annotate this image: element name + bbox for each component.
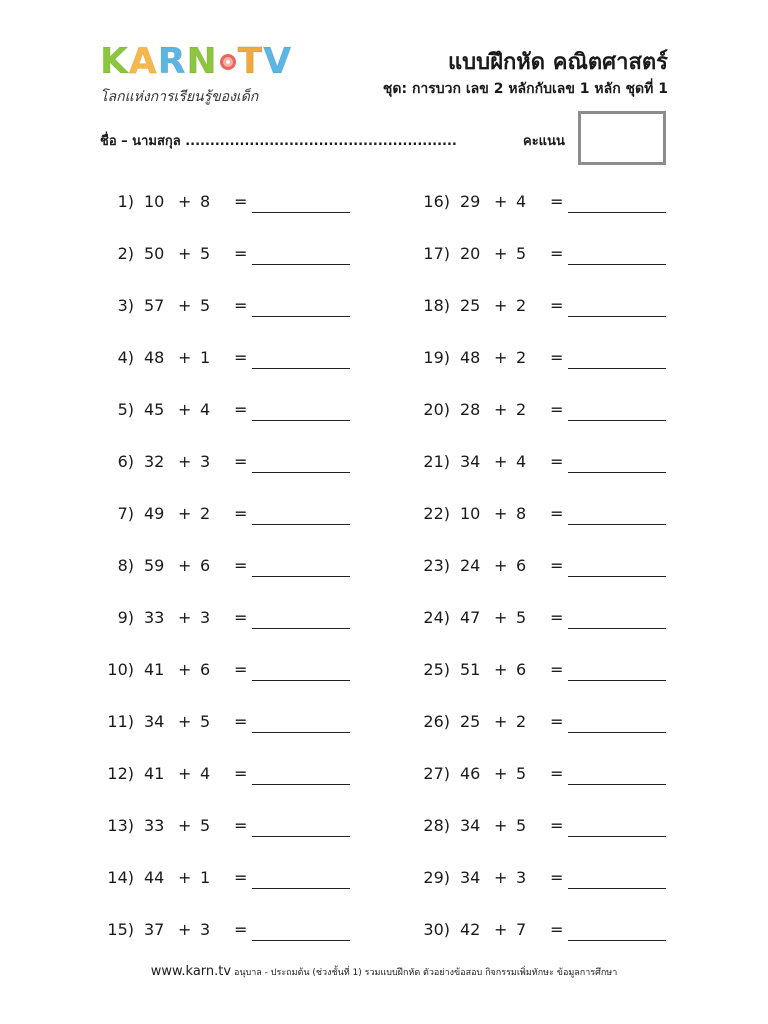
logo-letter: T	[237, 41, 264, 82]
problem-operand-a: 41	[144, 660, 165, 679]
problem-operand-a: 20	[460, 244, 481, 263]
answer-line[interactable]	[252, 784, 350, 785]
problem-operand-a: 37	[144, 920, 165, 939]
problem-operand-a: 25	[460, 712, 481, 731]
answer-line[interactable]	[568, 316, 666, 317]
problem-number: 28)	[423, 816, 450, 835]
problem-number: 11)	[107, 712, 134, 731]
problem-operand-a: 57	[144, 296, 165, 315]
answer-line[interactable]	[252, 368, 350, 369]
problem-row	[96, 340, 356, 392]
problem-operator: +	[178, 192, 192, 211]
answer-line[interactable]	[568, 576, 666, 577]
problem-number: 23)	[423, 556, 450, 575]
logo-letter: R	[157, 41, 187, 82]
problem-number: 2)	[117, 244, 134, 263]
problem-row	[96, 548, 356, 600]
problem-operand-b: 2	[516, 712, 527, 731]
problem-operator: +	[494, 556, 508, 575]
answer-line[interactable]	[252, 472, 350, 473]
problem-equals: =	[234, 192, 248, 211]
problem-operator: +	[494, 452, 508, 471]
problem-operand-b: 5	[516, 816, 527, 835]
problem-row	[412, 236, 672, 288]
problem-operator: +	[178, 920, 192, 939]
problem-row	[412, 860, 672, 912]
problem-equals: =	[550, 556, 564, 575]
problem-number: 10)	[107, 660, 134, 679]
problem-operand-a: 34	[460, 452, 481, 471]
problem-operator: +	[494, 244, 508, 263]
problem-row	[412, 912, 672, 964]
problem-row	[96, 236, 356, 288]
problem-operator: +	[178, 712, 192, 731]
answer-line[interactable]	[568, 628, 666, 629]
problem-equals: =	[234, 608, 248, 627]
problem-equals: =	[234, 452, 248, 471]
problem-operator: +	[178, 608, 192, 627]
problem-number: 14)	[107, 868, 134, 887]
problem-equals: =	[550, 504, 564, 523]
problem-operator: +	[178, 816, 192, 835]
problem-equals: =	[550, 192, 564, 211]
problem-operand-a: 10	[460, 504, 481, 523]
problem-operator: +	[494, 712, 508, 731]
problem-equals: =	[550, 400, 564, 419]
problem-operand-b: 4	[516, 452, 527, 471]
problem-operator: +	[178, 348, 192, 367]
problem-operand-a: 50	[144, 244, 165, 263]
problem-operand-a: 24	[460, 556, 481, 575]
problem-operand-b: 3	[200, 608, 211, 627]
answer-line[interactable]	[568, 940, 666, 941]
score-label: คะแนน	[523, 134, 565, 149]
problem-number: 18)	[423, 296, 450, 315]
worksheet-title: แบบฝึกหัด คณิตศาสตร์	[447, 50, 668, 75]
problem-operand-b: 4	[200, 764, 211, 783]
problem-row	[96, 184, 356, 236]
problem-number: 4)	[117, 348, 134, 367]
problem-operand-b: 1	[200, 868, 211, 887]
problem-operand-b: 5	[516, 764, 527, 783]
score-box	[578, 111, 666, 165]
logo-letter: A	[128, 41, 158, 82]
problem-operand-a: 48	[460, 348, 481, 367]
problem-operator: +	[494, 400, 508, 419]
problem-number: 6)	[117, 452, 134, 471]
problem-number: 5)	[117, 400, 134, 419]
problem-operand-b: 6	[200, 660, 211, 679]
problem-operand-a: 42	[460, 920, 481, 939]
problem-operand-a: 49	[144, 504, 165, 523]
problem-operand-a: 29	[460, 192, 481, 211]
problem-number: 15)	[107, 920, 134, 939]
answer-line[interactable]	[568, 472, 666, 473]
problem-number: 30)	[423, 920, 450, 939]
problem-equals: =	[550, 608, 564, 627]
problem-operator: +	[178, 660, 192, 679]
problem-operator: +	[494, 868, 508, 887]
answer-line[interactable]	[568, 420, 666, 421]
answer-line[interactable]	[252, 316, 350, 317]
problem-operand-a: 34	[144, 712, 165, 731]
problem-operator: +	[494, 660, 508, 679]
problem-number: 19)	[423, 348, 450, 367]
problem-number: 8)	[117, 556, 134, 575]
problem-equals: =	[234, 504, 248, 523]
problem-operand-a: 51	[460, 660, 481, 679]
logo-letter: K	[100, 41, 129, 82]
karn-tv-logo	[100, 42, 300, 112]
answer-line[interactable]	[252, 212, 350, 213]
problem-operand-a: 41	[144, 764, 165, 783]
problem-row	[412, 288, 672, 340]
answer-line[interactable]	[252, 940, 350, 941]
problem-number: 9)	[117, 608, 134, 627]
problem-operand-b: 5	[516, 244, 527, 263]
problem-operand-b: 5	[200, 816, 211, 835]
problem-row	[412, 600, 672, 652]
problem-equals: =	[234, 920, 248, 939]
problem-row	[412, 496, 672, 548]
problem-operand-b: 5	[200, 244, 211, 263]
problem-operand-b: 6	[516, 660, 527, 679]
answer-line[interactable]	[252, 628, 350, 629]
problem-equals: =	[550, 816, 564, 835]
problem-number: 22)	[423, 504, 450, 523]
worksheet-subtitle: ชุด: การบวก เลข 2 หลักกับเลข 1 หลัก ชุดที่ 1	[382, 81, 668, 97]
problem-operand-b: 4	[200, 400, 211, 419]
problem-equals: =	[234, 556, 248, 575]
footer-site-link: www.karn.tv	[150, 964, 232, 979]
problem-row	[96, 652, 356, 704]
problem-operator: +	[494, 764, 508, 783]
problem-equals: =	[550, 712, 564, 731]
problem-operand-b: 6	[516, 556, 527, 575]
problem-operand-b: 4	[516, 192, 527, 211]
answer-line[interactable]	[252, 732, 350, 733]
problem-row	[96, 704, 356, 756]
problem-operand-b: 3	[200, 920, 211, 939]
problem-row	[96, 496, 356, 548]
problem-operator: +	[494, 608, 508, 627]
problem-row	[412, 340, 672, 392]
problem-number: 1)	[117, 192, 134, 211]
problem-operand-b: 1	[200, 348, 211, 367]
problem-operand-b: 7	[516, 920, 527, 939]
answer-line[interactable]	[568, 524, 666, 525]
problem-operand-a: 59	[144, 556, 165, 575]
problem-row	[412, 808, 672, 860]
answer-line[interactable]	[568, 680, 666, 681]
answer-line[interactable]	[252, 524, 350, 525]
problem-operator: +	[494, 920, 508, 939]
answer-line[interactable]	[252, 680, 350, 681]
problem-operand-b: 2	[516, 296, 527, 315]
problem-number: 3)	[117, 296, 134, 315]
problem-equals: =	[550, 452, 564, 471]
problem-operator: +	[178, 868, 192, 887]
problem-operand-a: 34	[460, 816, 481, 835]
footer-text: อนุบาล - ประถมต้น (ช่วงชั้นที่ 1) รวมแบบฝึกหัด ตัวอย่างข้อสอบ กิจกรรมเพิ่มทักษะ ข้อมูลการศึกษา	[233, 968, 618, 978]
problem-column-right	[412, 184, 672, 964]
problem-number: 21)	[423, 452, 450, 471]
problem-operand-a: 33	[144, 608, 165, 627]
answer-line[interactable]	[568, 212, 666, 213]
answer-line[interactable]	[568, 732, 666, 733]
problem-operator: +	[178, 556, 192, 575]
problem-row	[412, 548, 672, 600]
logo-letter: V	[263, 41, 293, 82]
problem-equals: =	[550, 660, 564, 679]
problem-equals: =	[234, 712, 248, 731]
problem-operator: +	[494, 504, 508, 523]
problem-operand-b: 8	[516, 504, 527, 523]
problem-operator: +	[178, 244, 192, 263]
problem-row	[96, 392, 356, 444]
problem-row	[96, 808, 356, 860]
problem-operand-b: 3	[200, 452, 211, 471]
problem-operand-b: 5	[200, 712, 211, 731]
problem-operator: +	[178, 452, 192, 471]
problem-row	[412, 444, 672, 496]
problem-row	[96, 756, 356, 808]
problem-equals: =	[550, 868, 564, 887]
problem-number: 16)	[423, 192, 450, 211]
problem-number: 29)	[423, 868, 450, 887]
problem-operator: +	[178, 504, 192, 523]
problem-operand-a: 45	[144, 400, 165, 419]
answer-line[interactable]	[568, 368, 666, 369]
problem-operator: +	[494, 296, 508, 315]
problem-operand-a: 47	[460, 608, 481, 627]
problem-number: 17)	[423, 244, 450, 263]
problem-equals: =	[234, 400, 248, 419]
lollipop-icon	[220, 54, 236, 70]
problem-operand-b: 3	[516, 868, 527, 887]
problem-equals: =	[550, 296, 564, 315]
problem-row	[96, 912, 356, 964]
problem-operator: +	[494, 816, 508, 835]
problem-row	[412, 652, 672, 704]
problem-column-left	[96, 184, 356, 964]
problem-equals: =	[234, 868, 248, 887]
problem-operand-b: 2	[516, 400, 527, 419]
problem-operand-b: 5	[516, 608, 527, 627]
problem-equals: =	[550, 920, 564, 939]
problem-row	[96, 600, 356, 652]
logo-letter: N	[186, 41, 218, 82]
problem-equals: =	[550, 348, 564, 367]
problem-number: 26)	[423, 712, 450, 731]
problem-operand-a: 34	[460, 868, 481, 887]
problem-number: 20)	[423, 400, 450, 419]
problem-operand-a: 48	[144, 348, 165, 367]
problem-operand-b: 8	[200, 192, 211, 211]
problem-number: 13)	[107, 816, 134, 835]
problem-operand-a: 46	[460, 764, 481, 783]
answer-line[interactable]	[252, 576, 350, 577]
logo-tagline: โลกแห่งการเรียนรู้ของเด็ก	[100, 89, 259, 105]
student-name-field: ชื่อ – นามสกุล .......................................................	[100, 134, 457, 149]
problem-operand-a: 28	[460, 400, 481, 419]
problem-operand-b: 5	[200, 296, 211, 315]
problem-equals: =	[234, 244, 248, 263]
answer-line[interactable]	[568, 888, 666, 889]
problem-equals: =	[234, 816, 248, 835]
answer-line[interactable]	[252, 888, 350, 889]
problem-operand-a: 32	[144, 452, 165, 471]
answer-line[interactable]	[568, 264, 666, 265]
problem-operator: +	[178, 296, 192, 315]
problem-number: 27)	[423, 764, 450, 783]
answer-line[interactable]	[252, 420, 350, 421]
problem-operator: +	[178, 400, 192, 419]
problem-equals: =	[234, 660, 248, 679]
problem-operand-b: 2	[200, 504, 211, 523]
problem-operator: +	[494, 348, 508, 367]
problem-row	[412, 392, 672, 444]
problem-operator: +	[178, 764, 192, 783]
problem-row	[96, 860, 356, 912]
problem-operand-a: 25	[460, 296, 481, 315]
problem-row	[412, 184, 672, 236]
problem-row	[96, 288, 356, 340]
problem-operand-b: 6	[200, 556, 211, 575]
problem-row	[412, 704, 672, 756]
problem-operand-a: 44	[144, 868, 165, 887]
problem-row	[412, 756, 672, 808]
logo-wordmark	[100, 42, 300, 82]
footer	[0, 964, 768, 979]
problem-number: 12)	[107, 764, 134, 783]
problem-equals: =	[550, 764, 564, 783]
problem-equals: =	[234, 296, 248, 315]
problem-operand-a: 33	[144, 816, 165, 835]
problem-row	[96, 444, 356, 496]
problem-equals: =	[550, 244, 564, 263]
answer-line[interactable]	[568, 836, 666, 837]
problem-equals: =	[234, 764, 248, 783]
answer-line[interactable]	[252, 836, 350, 837]
problem-operand-a: 10	[144, 192, 165, 211]
answer-line[interactable]	[252, 264, 350, 265]
problem-operand-b: 2	[516, 348, 527, 367]
problem-number: 25)	[423, 660, 450, 679]
problem-number: 24)	[423, 608, 450, 627]
problem-equals: =	[234, 348, 248, 367]
answer-line[interactable]	[568, 784, 666, 785]
problem-operator: +	[494, 192, 508, 211]
problem-number: 7)	[117, 504, 134, 523]
